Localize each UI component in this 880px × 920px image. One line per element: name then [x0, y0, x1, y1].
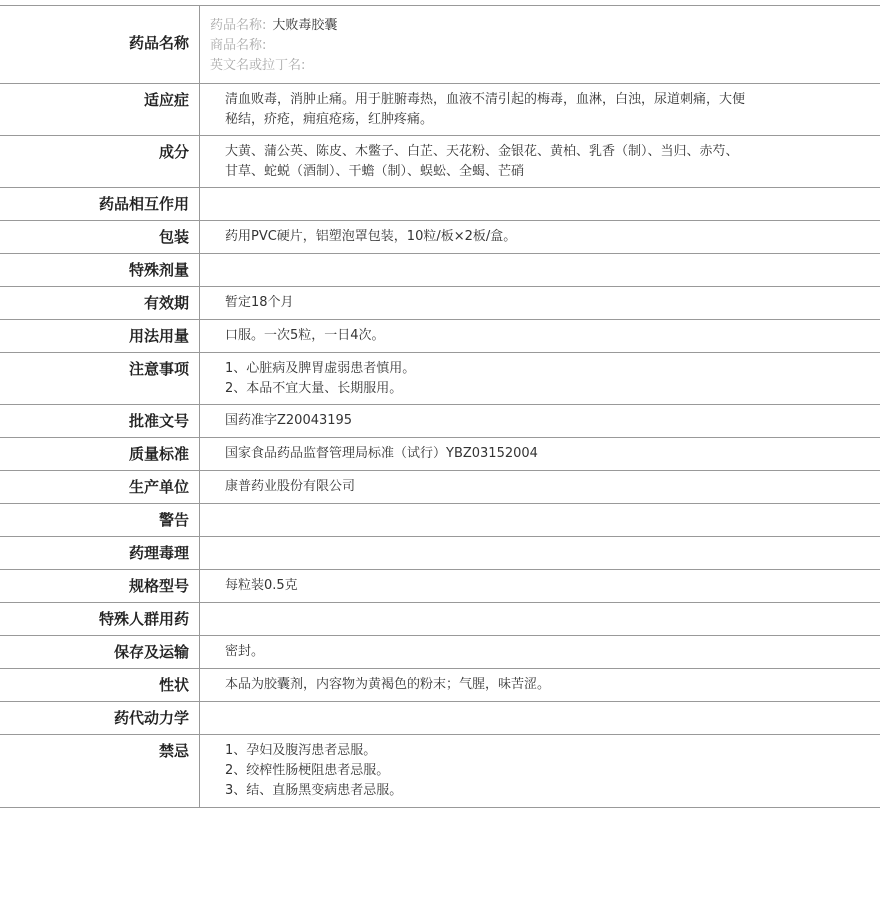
ingredients-row [0, 136, 880, 188]
drug-name-row [0, 6, 880, 84]
pharmacokinetics-row [0, 702, 880, 735]
ingredients-label: 成分 [0, 136, 200, 187]
precautions-line-1: 1、心脏病及脾胃虚弱患者慎用。 [225, 361, 416, 376]
shelf-life-line-1: 暂定18个月 [225, 295, 294, 310]
english-name-key: 英文名或拉丁名: [210, 58, 306, 73]
manufacturer-row [0, 471, 880, 504]
drug-info-table [0, 5, 880, 808]
storage-row [0, 636, 880, 669]
warning-label: 警告 [0, 504, 200, 536]
precautions-row [0, 353, 880, 405]
ingredients-line-1: 大黄、蒲公英、陈皮、木鳖子、白芷、天花粉、金银花、黄柏、乳香（制）、当归、赤芍、 [225, 144, 739, 159]
description-line-1: 本品为胶囊剂，内容物为黄褐色的粉末；气腥，味苦涩。 [225, 677, 551, 692]
dosage-row [0, 320, 880, 353]
specification-line-1: 每粒装0.5克 [225, 578, 298, 593]
drug-name-details [200, 6, 880, 83]
drug-name-label: 药品名称 [0, 6, 200, 83]
indications-row [0, 84, 880, 136]
generic-name-key: 药品名称: [210, 18, 267, 33]
manufacturer-line-1: 康普药业股份有限公司 [225, 479, 356, 494]
special-population-value [200, 603, 880, 635]
shelf-life-value [200, 287, 880, 319]
warning-row [0, 504, 880, 537]
ingredients-line-2: 甘草、蛇蜕（酒制）、干蟾（制）、蜈蚣、全蝎、芒硝 [225, 164, 525, 179]
packaging-value [200, 221, 880, 253]
english-name-line [210, 56, 880, 76]
warning-value [200, 504, 880, 536]
special-population-row [0, 603, 880, 636]
indications-line-1: 清血败毒，消肿止痛。用于脏腑毒热，血液不清引起的梅毒，血淋，白浊，尿道刺痛，大便 [225, 92, 746, 107]
packaging-row [0, 221, 880, 254]
contraindications-line-1: 1、孕妇及腹泻患者忌服。 [225, 743, 377, 758]
interactions-value [200, 188, 880, 220]
description-value [200, 669, 880, 701]
approval-number-label: 批准文号 [0, 405, 200, 437]
approval-number-line-1: 国药准字Z20043195 [225, 413, 353, 428]
quality-standard-row [0, 438, 880, 471]
dosage-line-1: 口服。一次5粒，一日4次。 [225, 328, 385, 343]
ingredients-value [200, 136, 880, 187]
approval-number-row [0, 405, 880, 438]
contraindications-value [200, 735, 880, 807]
contraindications-row [0, 735, 880, 808]
quality-standard-line-1: 国家食品药品监督管理局标准（试行）YBZ03152004 [225, 446, 538, 461]
quality-standard-label: 质量标准 [0, 438, 200, 470]
packaging-line-1: 药用PVC硬片，铝塑泡罩包装，10粒/板×2板/盒。 [225, 229, 517, 244]
approval-number-value [200, 405, 880, 437]
special-dosage-value [200, 254, 880, 286]
description-label: 性状 [0, 669, 200, 701]
pharmacokinetics-value [200, 702, 880, 734]
trade-name-key: 商品名称: [210, 38, 267, 53]
indications-label: 适应症 [0, 84, 200, 135]
manufacturer-value [200, 471, 880, 503]
specification-row [0, 570, 880, 603]
precautions-value [200, 353, 880, 404]
storage-label: 保存及运输 [0, 636, 200, 668]
trade-name-line [210, 36, 880, 56]
description-row [0, 669, 880, 702]
storage-value [200, 636, 880, 668]
special-dosage-label: 特殊剂量 [0, 254, 200, 286]
contraindications-line-2: 2、绞榨性肠梗阻患者忌服。 [225, 763, 390, 778]
specification-value [200, 570, 880, 602]
pharmacology-row [0, 537, 880, 570]
contraindications-line-3: 3、结、直肠黑变病患者忌服。 [225, 783, 403, 798]
pharmacology-label: 药理毒理 [0, 537, 200, 569]
dosage-label: 用法用量 [0, 320, 200, 352]
shelf-life-label: 有效期 [0, 287, 200, 319]
contraindications-label: 禁忌 [0, 735, 200, 807]
generic-name-value: 大败毒胶囊 [272, 18, 338, 33]
generic-name-line [210, 16, 880, 36]
storage-line-1: 密封。 [225, 644, 265, 659]
dosage-value [200, 320, 880, 352]
shelf-life-row [0, 287, 880, 320]
special-dosage-row [0, 254, 880, 287]
interactions-label: 药品相互作用 [0, 188, 200, 220]
indications-line-2: 秘结，疥疮，痈疽疮疡，红肿疼痛。 [225, 112, 434, 127]
manufacturer-label: 生产单位 [0, 471, 200, 503]
indications-value [200, 84, 880, 135]
packaging-label: 包装 [0, 221, 200, 253]
specification-label: 规格型号 [0, 570, 200, 602]
quality-standard-value [200, 438, 880, 470]
pharmacokinetics-label: 药代动力学 [0, 702, 200, 734]
special-population-label: 特殊人群用药 [0, 603, 200, 635]
pharmacology-value [200, 537, 880, 569]
precautions-line-2: 2、本品不宜大量、长期服用。 [225, 381, 403, 396]
precautions-label: 注意事项 [0, 353, 200, 404]
interactions-row [0, 188, 880, 221]
